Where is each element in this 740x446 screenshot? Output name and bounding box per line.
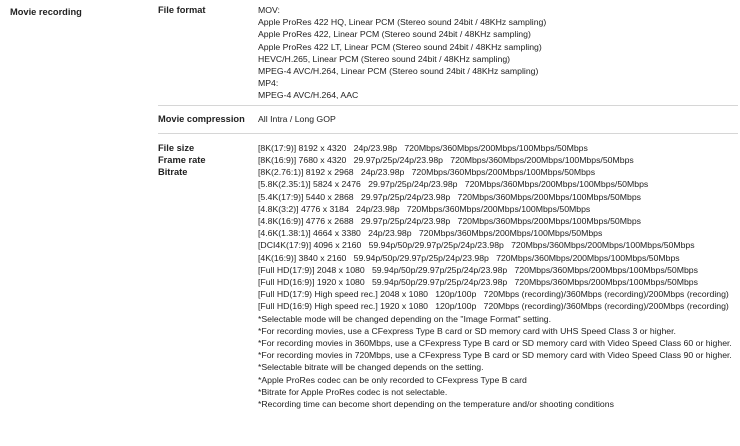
- spec-key-size-rate: [158, 142, 258, 410]
- note-line: *For recording movies, use a CFexpress Type B card or SD memory card with UHS Speed Class 3 or higher.: [258, 325, 676, 336]
- format-line: MP4:: [258, 78, 279, 89]
- format-line: HEVC/H.265, Linear PCM (Stereo sound 24bit / 48KHz sampling): [258, 53, 511, 64]
- size-rate-line: [Full HD(16:9) High speed rec.] 1920 x 1080 120p/100p 720Mbps (recording)/360Mbps (recording)/200Mbps (recording): [258, 301, 729, 312]
- size-rate-line: [8K(2.76:1)] 8192 x 2968 24p/23.98p 720Mbps/360Mbps/200Mbps/100Mbps/50Mbps: [258, 167, 596, 178]
- spec-table: [158, 4, 738, 410]
- size-rate-line: [4.8K(16:9)] 4776 x 2688 29.97p/25p/24p/23.98p 720Mbps/360Mbps/200Mbps/100Mbps/50Mbps: [258, 216, 642, 227]
- spec-value-file-format: [258, 4, 738, 102]
- spec-key-bitrate: Bitrate: [158, 167, 188, 178]
- note-line: *Apple ProRes codec can be only recorded to CFexpress Type B card: [258, 374, 527, 385]
- spec-value-movie-compression: All Intra / Long GOP: [258, 113, 336, 124]
- spec-key-file-size: File size: [158, 142, 195, 153]
- note-line: *Bitrate for Apple ProRes codec is not selectable.: [258, 386, 448, 397]
- format-line: Apple ProRes 422, Linear PCM (Stereo sound 24bit / 48KHz sampling): [258, 29, 531, 40]
- size-rate-line: [4K(16:9)] 3840 x 2160 59.94p/50p/29.97p/25p/24p/23.98p 720Mbps/360Mbps/200Mbps/100Mbps/50Mbps: [258, 252, 680, 263]
- size-rate-line: [Full HD(17:9) High speed rec.] 2048 x 1080 120p/100p 720Mbps (recording)/360Mbps (recording)/200Mbps (recording): [258, 289, 729, 300]
- note-line: *For recording movies in 720Mbps, use a CFexpress Type B card or SD memory card with Video Speed Class 90 or higher.: [258, 350, 732, 361]
- format-line: Apple ProRes 422 LT, Linear PCM (Stereo sound 24bit / 48KHz sampling): [258, 41, 542, 52]
- spec-key-movie-compression: Movie compression: [158, 113, 245, 124]
- section-title-movie-recording: Movie recording: [10, 7, 82, 17]
- size-rate-line: [5.4K(17:9)] 5440 x 2868 29.97p/25p/24p/23.98p 720Mbps/360Mbps/200Mbps/100Mbps/50Mbps: [258, 191, 642, 202]
- note-line: *Selectable bitrate will be changed depends on the setting.: [258, 362, 484, 373]
- spec-row-movie-compression: [158, 105, 738, 133]
- size-rate-line: [Full HD(16:9)] 1920 x 1080 59.94p/50p/29.97p/25p/24p/23.98p 720Mbps/360Mbps/200Mbps/100Mbps/50Mbps: [258, 277, 698, 288]
- spec-key-frame-rate: Frame rate: [158, 155, 206, 166]
- format-line: MPEG-4 AVC/H.264, AAC: [258, 90, 359, 101]
- size-rate-line: [8K(16:9)] 7680 x 4320 29.97p/25p/24p/23.98p 720Mbps/360Mbps/200Mbps/100Mbps/50Mbps: [258, 155, 634, 166]
- size-rate-line: [5.8K(2.35:1)] 5824 x 2476 29.97p/25p/24p/23.98p 720Mbps/360Mbps/200Mbps/100Mbps/50Mbps: [258, 179, 649, 190]
- spec-value-size-rate: [258, 142, 738, 410]
- format-line: MOV:: [258, 5, 280, 15]
- spec-row-file-format: [158, 4, 738, 105]
- note-line: *For recording movies in 360Mbps, use a CFexpress Type B card or SD memory card with Video Speed Class 60 or higher.: [258, 338, 732, 349]
- size-rate-line: [Full HD(17:9)] 2048 x 1080 59.94p/50p/29.97p/25p/24p/23.98p 720Mbps/360Mbps/200Mbps/100Mbps/50Mbps: [258, 264, 698, 275]
- size-rate-line: [4.8K(3:2)] 4776 x 3184 24p/23.98p 720Mbps/360Mbps/200Mbps/100Mbps/50Mbps: [258, 203, 591, 214]
- spec-key-file-format: File format: [158, 5, 206, 15]
- size-rate-line: [4.6K(1.38:1)] 4664 x 3380 24p/23.98p 720Mbps/360Mbps/200Mbps/100Mbps/50Mbps: [258, 228, 603, 239]
- format-line: MPEG-4 AVC/H.264, Linear PCM (Stereo sound 24bit / 48KHz sampling): [258, 66, 539, 77]
- size-rate-line: [8K(17:9)] 8192 x 4320 24p/23.98p 720Mbps/360Mbps/200Mbps/100Mbps/50Mbps: [258, 142, 588, 153]
- format-line: Apple ProRes 422 HQ, Linear PCM (Stereo sound 24bit / 48KHz sampling): [258, 17, 547, 28]
- note-line: *Recording time can become short depending on the temperature and/or shooting conditions: [258, 399, 614, 410]
- size-rate-line: [DCI4K(17:9)] 4096 x 2160 59.94p/50p/29.97p/25p/24p/23.98p 720Mbps/360Mbps/200Mbps/100Mbps/50Mbps: [258, 240, 695, 251]
- note-line: *Selectable mode will be changed depending on the "Image Format" setting.: [258, 313, 552, 324]
- spec-row-size-rate: [158, 133, 738, 410]
